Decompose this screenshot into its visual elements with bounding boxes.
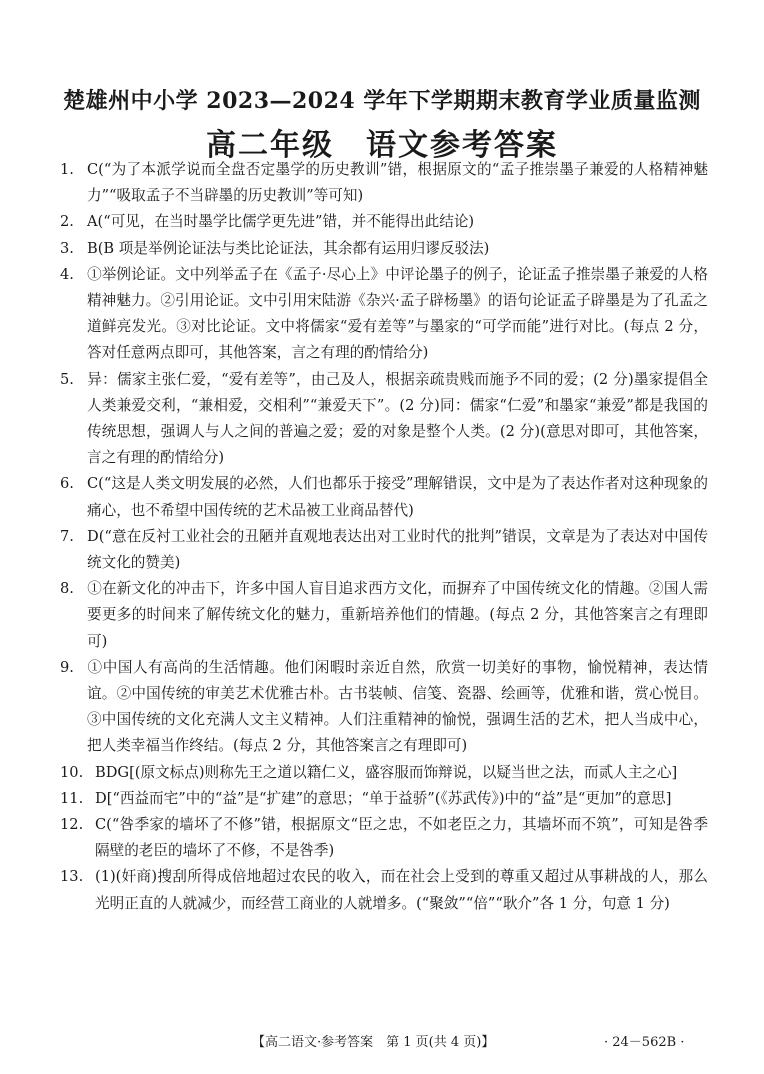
answer-item-1 xyxy=(60,157,708,209)
answer-item-7 xyxy=(60,524,708,576)
answer-number: 5. xyxy=(60,370,74,388)
answer-number: 10. xyxy=(60,763,84,781)
footer-code: · 24－562B · xyxy=(604,1035,685,1050)
answer-number: 3. xyxy=(60,239,74,257)
answer-text: BDG[(原文标点)则称先王之道以籍仁义，盛容服而饰辩说，以疑当世之法，而贰人主之心] xyxy=(95,763,678,781)
footer-page-info: 【高二语文·参考答案 第 1 页(共 4 页)】 xyxy=(252,1035,495,1050)
answer-number: 1. xyxy=(60,161,74,178)
answer-number: 11. xyxy=(60,789,84,807)
answer-number: 2. xyxy=(60,213,74,231)
answer-item-11 xyxy=(60,786,708,812)
answer-item-4 xyxy=(60,262,708,367)
document-title: 高二年级 语文参考答案 xyxy=(206,128,558,163)
answer-text: 异：儒家主张仁爱，“爱有差等”，由己及人，根据亲疏贵贱而施予不同的爱；(2 分)墨家提倡全人类兼爱交利，“兼相爱，交相利”“兼爱天下”。(2 分)同：儒家“仁爱”和墨家“兼爱”都是我国的传统思想，强调人与人之间的普遍之爱；爱的对象是整个人类。(2 分)(意思对即可，其他答案，言之有理的酌情给分) xyxy=(87,370,708,467)
answer-item-6 xyxy=(60,471,708,523)
answer-number: 7. xyxy=(60,527,74,545)
answer-text: C(“这是人类文明发展的必然，人们也都乐于接受”理解错误，文中是为了表达作者对这种现象的痛心，也不希望中国传统的艺术品被工业商品替代) xyxy=(87,475,708,519)
answer-item-8 xyxy=(60,576,708,655)
answer-number: 13. xyxy=(60,868,84,886)
answer-item-12 xyxy=(60,812,708,864)
answer-number: 4. xyxy=(60,265,74,283)
answer-number: 8. xyxy=(60,580,74,598)
answer-item-10 xyxy=(60,760,708,786)
answer-item-5 xyxy=(60,367,708,472)
answer-text: ①举例论证。文中列举孟子在《孟子·尽心上》中评论墨子的例子，论证孟子推崇墨子兼爱的人格精神魅力。②引用论证。文中引用宋陆游《杂兴·孟子辟杨墨》的语句论证孟子辟墨是为了孔孟之道鲜亮发光。③对比论证。文中将儒家“爱有差等”与墨家的“可学而能”进行对比。(每点 2 分，答对任意两点即可，其他答案，言之有理的酌情给分) xyxy=(87,265,708,362)
answer-list xyxy=(60,157,708,917)
answer-item-3 xyxy=(60,236,708,262)
answer-number: 9. xyxy=(60,658,74,676)
answer-item-13 xyxy=(60,864,708,916)
answer-text: (1)(奸商)搜刮所得成倍地超过农民的收入，而在社会上受到的尊重又超过从事耕战的人，那么光明正直的人就减少，而经营工商业的人就增多。(“聚敛”“倍”“耿介”各 1 分，句意 1 分) xyxy=(95,868,708,912)
answer-text: A(“可见，在当时墨学比儒学更先进”错，并不能得出此结论) xyxy=(87,213,475,231)
answer-number: 12. xyxy=(60,816,84,834)
answer-text: B(B 项是举例论证法与类比论证法，其余都有运用归谬反驳法) xyxy=(87,239,490,257)
answer-number: 6. xyxy=(60,475,74,493)
answer-text: ①在新文化的冲击下，许多中国人盲目追求西方文化，而摒弃了中国传统文化的情趣。②国人需要更多的时间来了解传统文化的魅力，重新培养他们的情趣。(每点 2 分，其他答案言之有理即可) xyxy=(87,580,708,650)
answer-item-9 xyxy=(60,655,708,760)
answer-item-2 xyxy=(60,209,708,235)
answer-text: C(“为了本派学说而全盘否定墨学的历史教训”错，根据原文的“孟子推崇墨子兼爱的人格精神魅力”“吸取孟子不当辟墨的历史教训”等可知) xyxy=(87,161,708,205)
answer-text: ①中国人有高尚的生活情趣。他们闲暇时亲近自然，欣赏一切美好的事物，愉悦精神，表达情谊。②中国传统的审美艺术优雅古朴。古书装帧、信笺、瓷器、绘画等，优雅和谐，赏心悦目。③中国传统的文化充满人文主义精神。人们注重精神的愉悦，强调生活的艺术，把人当成中心，把人类幸福当作终结。(每点 2 分，其他答案言之有理即可) xyxy=(87,658,708,755)
answer-text: D[“西益而宅”中的“益”是“扩建”的意思；“单于益骄”(《苏武传》)中的“益”是“更加”的意思] xyxy=(95,789,672,807)
exam-title: 楚雄州中小学 2023—2024 学年下学期期末教育学业质量监测 xyxy=(63,88,701,114)
answer-text: C(“咎季家的墙坏了不修”错，根据原文“臣之忠，不如老臣之力，其墙坏而不筑”，可知是咎季隔壁的老臣的墙坏了不修，不是咎季) xyxy=(95,816,708,860)
answer-text: D(“意在反衬工业社会的丑陋并直观地表达出对工业时代的批判”错误，文章是为了表达对中国传统文化的赞美) xyxy=(87,527,708,572)
